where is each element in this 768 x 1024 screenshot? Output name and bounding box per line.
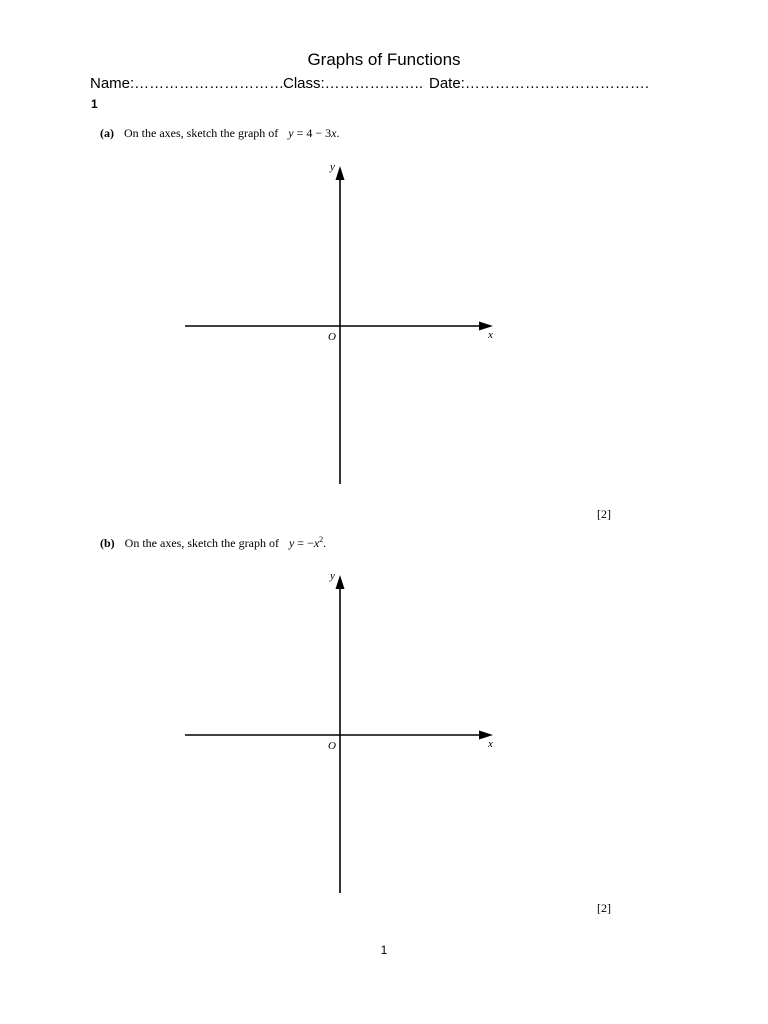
marks-part-a: [2] <box>597 507 611 521</box>
y-axis-arrow <box>336 166 345 180</box>
question-part-a <box>100 126 340 141</box>
part-a-instruction: On the axes, sketch the graph of <box>124 126 279 140</box>
student-info-line <box>90 75 650 92</box>
origin-label: O <box>328 740 336 752</box>
marks-part-b: [2] <box>597 901 611 915</box>
page-number: 1 <box>380 943 388 957</box>
origin-label: O <box>328 331 336 343</box>
part-b-instruction: On the axes, sketch the graph of <box>124 536 279 550</box>
part-b-equation: $y = -x^2$. <box>288 535 327 550</box>
class-field[interactable]: Class:……………….. <box>283 75 424 92</box>
y-axis-arrow <box>336 575 345 589</box>
axes-part-b[interactable] <box>180 567 500 897</box>
part-a-label: (a) <box>100 126 114 140</box>
question-part-b <box>100 535 326 551</box>
part-b-label: (b) <box>100 536 115 550</box>
y-axis-label: y <box>330 161 335 173</box>
name-field[interactable]: Name:………………………… <box>90 75 285 92</box>
axes-part-a[interactable] <box>180 158 500 488</box>
x-axis-label: x <box>488 329 493 341</box>
x-axis-label: x <box>488 738 493 750</box>
worksheet-title: Graphs of Functions <box>307 50 461 69</box>
question-number: 1 <box>91 97 98 111</box>
part-a-equation: y = 4 − 3x. <box>288 126 340 140</box>
y-axis-label: y <box>330 570 335 582</box>
date-field[interactable]: Date:………………………………. <box>429 75 650 92</box>
